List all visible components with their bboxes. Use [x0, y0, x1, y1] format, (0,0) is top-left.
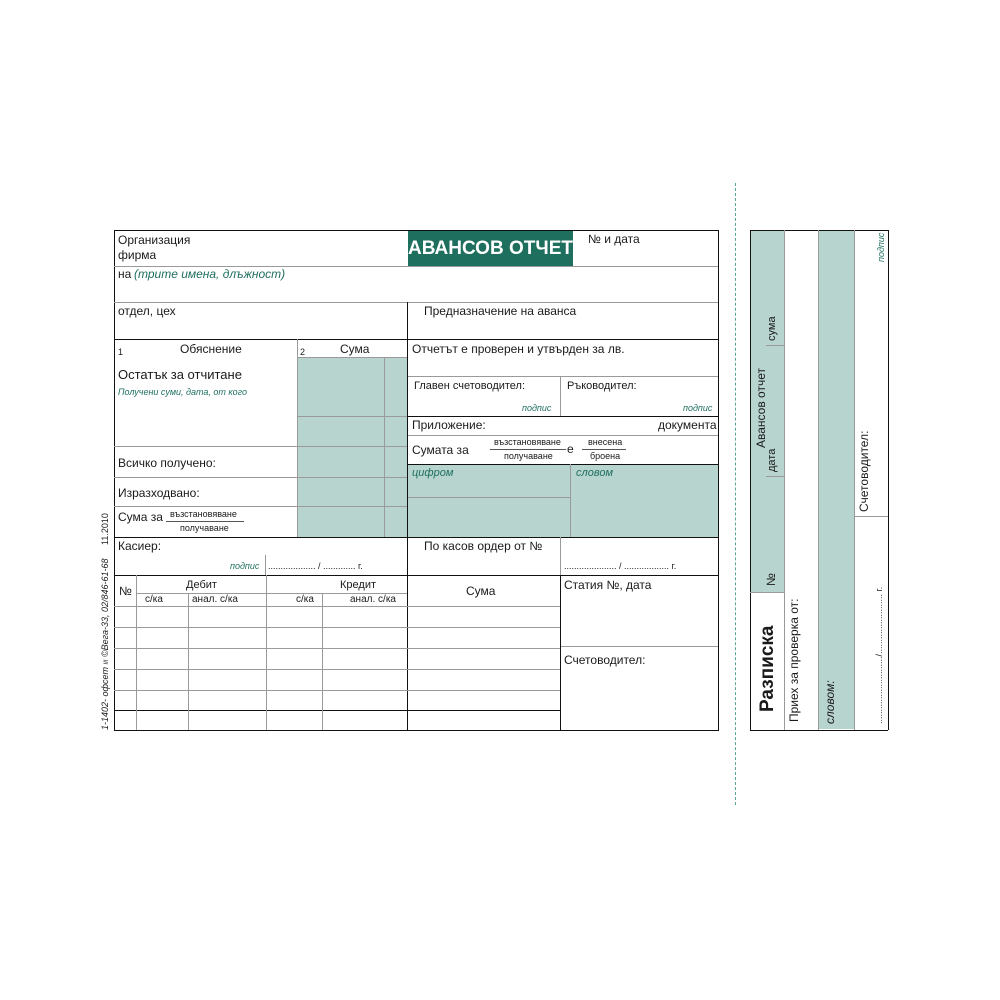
- row-number-header: №: [119, 584, 132, 598]
- refund-label: възстановяване: [170, 509, 237, 519]
- side-print-sup: III: [104, 659, 110, 665]
- checked-label: Отчетът е проверен и утвърден за лв.: [412, 342, 625, 356]
- receipt-title: Разписка: [757, 625, 778, 712]
- debit-header: Дебит: [186, 579, 217, 591]
- credit-anal: анал. с/ка: [350, 594, 396, 605]
- dept-label: отдел, цех: [118, 304, 176, 318]
- total-received-label: Всичко получено:: [118, 456, 216, 470]
- receipt-date: дата: [766, 448, 778, 472]
- org-label: Организация: [118, 233, 191, 247]
- manager-signature: подпис: [683, 403, 713, 413]
- receipt-report: Авансов отчет: [754, 368, 768, 448]
- credit-ska: с/ка: [296, 594, 314, 605]
- paid-out-label: броена: [590, 451, 621, 461]
- accountant-label: Счетоводител:: [564, 653, 646, 667]
- side-date: 11.2010: [100, 513, 110, 545]
- side-publisher: ©Вега-33, 02/846-61-68: [100, 558, 110, 657]
- col1-number: 1: [118, 347, 124, 357]
- spent-label: Изразходвано:: [118, 486, 200, 500]
- amount-receive: получаване: [504, 451, 553, 461]
- balance-label: Остатък за отчитане: [118, 367, 242, 382]
- receipt-accountant: Счетоводител:: [857, 430, 871, 512]
- amount-refund: възстановяване: [494, 437, 561, 447]
- is-label: е: [567, 442, 574, 456]
- number-date-label: № и дата: [588, 232, 640, 246]
- side-print-code: 1-1402- офсет: [100, 667, 110, 730]
- form-title: АВАНСОВ ОТЧЕТ: [408, 237, 573, 259]
- words-label: словом: [576, 467, 613, 479]
- col1-header: Обяснение: [180, 342, 242, 356]
- receipt-date-line: .........................../........................ г.: [874, 586, 884, 724]
- receipt-sum: сума: [766, 316, 778, 341]
- digits-label: цифром: [412, 467, 454, 479]
- sum-header: Сума: [466, 584, 496, 598]
- article-label: Статия №, дата: [564, 578, 652, 592]
- col2-header: Сума: [340, 342, 370, 356]
- manager-label: Ръководител:: [567, 380, 637, 392]
- receive-label: получаване: [180, 523, 229, 533]
- amount-for-label: Сумата за: [412, 443, 469, 457]
- cash-order-label: По касов ордер от №: [424, 539, 543, 553]
- na-hint: (трите имена, длъжност): [134, 267, 286, 281]
- chief-signature: подпис: [522, 403, 552, 413]
- receipt-received-from: Приех за проверка от:: [787, 598, 801, 722]
- cash-order-date-line: ..................... / .................. г.: [564, 561, 677, 571]
- sum-for-label: Сума за: [118, 510, 163, 524]
- debit-anal: анал. с/ка: [192, 594, 238, 605]
- cashier-date-line: ................... / ............. г.: [268, 561, 363, 571]
- paid-in-label: внесена: [588, 437, 623, 447]
- received-hint: Получени суми, дата, от кого: [118, 387, 247, 397]
- cashier-signature: подпис: [230, 561, 260, 571]
- debit-ska: с/ка: [145, 594, 163, 605]
- firm-label: фирма: [118, 248, 157, 262]
- cashier-label: Касиер:: [118, 539, 162, 553]
- receipt-signature: подпис: [876, 232, 886, 262]
- na-label: на: [118, 267, 132, 281]
- receipt-number: №: [764, 573, 778, 586]
- receipt-strip-2: [818, 231, 854, 729]
- chief-accountant-label: Главен счетоводител:: [414, 380, 526, 392]
- appendix-label: Приложение:: [412, 418, 486, 432]
- documents-label: документа: [658, 418, 717, 432]
- receipt-words: словом:: [823, 680, 837, 724]
- col2-number: 2: [300, 347, 306, 357]
- credit-header: Кредит: [340, 579, 377, 591]
- purpose-label: Предназначение на аванса: [424, 304, 577, 318]
